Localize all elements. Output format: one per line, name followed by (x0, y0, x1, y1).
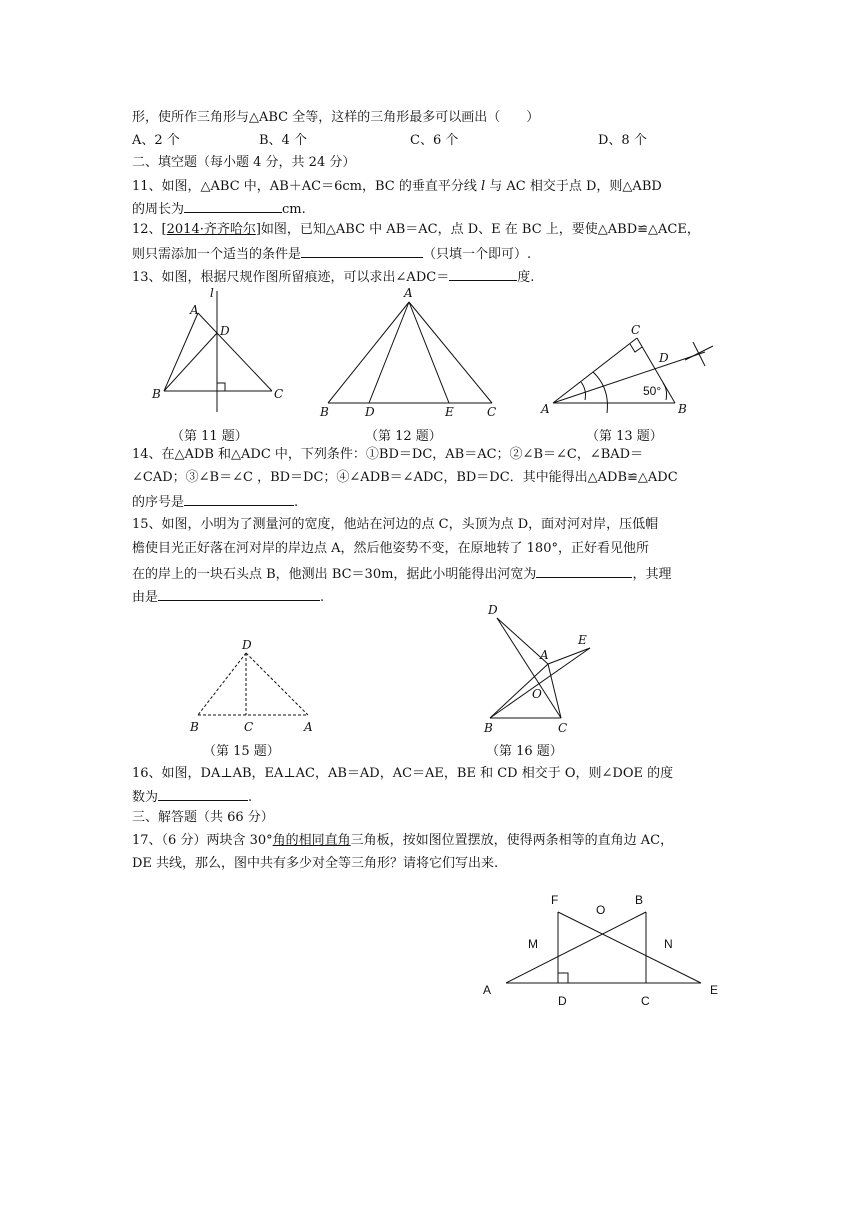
fig13-cross-mark (685, 342, 713, 366)
fig17-label-e: E (710, 983, 719, 997)
q11-line-2 (132, 198, 306, 220)
fig16-label-e: E (578, 633, 587, 647)
q12-source: 2014·齐齐哈尔 (166, 222, 256, 237)
fig12-caption: （第 12 题） (365, 429, 442, 444)
section-2-heading: 二、填空题（每小题 4 分，共 24 分） (132, 155, 356, 170)
fig16-label-a: A (540, 648, 549, 662)
fig15-segment-db (198, 653, 246, 715)
fig13-label-a: A (541, 402, 550, 416)
fig13-bisector (553, 352, 705, 403)
q14-line-1: 14、在△ADB 和△ADC 中，下列条件：①BD＝DC，AB＝AC；②∠B＝∠C，∠BAD＝ (132, 447, 644, 462)
fig17-label-o: O (596, 903, 606, 917)
q12-text: ]如图，已知△ABC 中 AB＝AC，点 D、E 在 BC 上，要使△ABD≌△ACE， (255, 222, 700, 237)
fig11-right-angle (217, 383, 225, 391)
q11-text: 与 AC 相交于点 D，则△ABD (485, 179, 662, 194)
fig12-label-d: D (365, 405, 375, 419)
q11-answer-blank[interactable] (184, 198, 282, 213)
fig15-caption: （第 15 题） (203, 744, 280, 759)
section-3-heading: 三、解答题（共 66 分） (132, 810, 274, 825)
fig11-label-a: A (190, 303, 199, 317)
q10-option-d: D、8 个 (598, 133, 647, 148)
fig13-arc-small (581, 382, 586, 400)
q15-text: 在的岸上的一块石头点 B，他测出 BC＝30m，据此小明能得出河宽为 (132, 567, 537, 582)
fig11-label-c: C (274, 387, 284, 401)
fig17-label-c: C (641, 994, 650, 1008)
fig13-caption: （第 13 题） (586, 429, 663, 444)
fig16-label-o: O (532, 687, 542, 701)
q15-answer-blank-reason[interactable] (158, 586, 320, 601)
fig16-segment-ae (548, 648, 590, 664)
fig16-label-c: C (558, 721, 568, 735)
fig16-label-d: D (488, 603, 498, 617)
q15-text: ，其理 (632, 567, 672, 582)
fig12-label-a: A (404, 286, 413, 300)
q12-answer-blank[interactable] (301, 243, 423, 258)
q14-line-3 (132, 491, 298, 513)
q17-line-1 (132, 831, 673, 851)
figure-16 (478, 600, 608, 740)
figure-11 (140, 285, 290, 415)
fig13-label-c: C (631, 323, 641, 337)
q10-option-a: A、2 个 (132, 133, 180, 148)
q17-underlined: 角的相同直角 (272, 833, 351, 848)
fig17-label-m: M (528, 937, 538, 951)
fig12-side-ac (409, 302, 492, 403)
fig12-label-b: B (320, 405, 329, 419)
fig17-label-n: N (664, 937, 673, 951)
q12-text: （只填一个即可）. (423, 247, 532, 262)
fig17-segment-ab (506, 912, 646, 983)
fig17-label-a: A (483, 983, 492, 997)
fig13-right-angle (630, 344, 642, 352)
q11-line-1 (132, 177, 662, 197)
q11-text: 11、如图，△ABC 中，AB＋AC＝6cm，BC 的垂直平分线 (132, 179, 481, 194)
q10-option-b: B、4 个 (259, 133, 307, 148)
fig17-label-f: F (551, 893, 559, 907)
figure-12 (316, 285, 516, 420)
q12-line-1 (132, 220, 700, 240)
fig15-label-a: A (304, 720, 313, 734)
fig11-label-l: l (210, 286, 214, 300)
q16-text: . (248, 790, 253, 805)
fig13-label-d: D (659, 351, 669, 365)
fig12-segment-ae (409, 302, 449, 403)
fig12-segment-ad (369, 302, 409, 403)
q14-answer-blank[interactable] (184, 491, 294, 506)
q16-line-1: 16、如图，DA⊥AB，EA⊥AC，AB＝AD，AC＝AE，BE 和 CD 相交于 O，则∠DOE 的度 (132, 766, 674, 781)
q15-text: 由是 (132, 590, 159, 605)
q15-line-4 (132, 586, 324, 608)
fig17-label-b: B (635, 893, 644, 907)
fig13-arc-large (593, 372, 607, 413)
q14-text: 的序号是 (132, 495, 185, 510)
q16-text: 数为 (132, 790, 159, 805)
fig15-label-d: D (242, 638, 252, 652)
figure-13 (535, 320, 725, 420)
q16-line-2 (132, 786, 252, 808)
q17-text: 三角板，按如图位置摆放，使得两条相等的直角边 AC， (350, 833, 674, 848)
q15-line-2: 檐使目光正好落在河对岸的岸边点 A，然后他姿势不变，在原地转了 180°，正好看见他所 (132, 541, 649, 556)
q13-text: 13、如图，根据尺规作图所留痕迹，可以求出∠ADC＝ (132, 270, 450, 285)
q10-option-c: C、6 个 (410, 133, 459, 148)
fig12-side-ab (328, 302, 409, 403)
q10-stem: 形，使所作三角形与△ABC 全等，这样的三角形最多可以画出（ ） (132, 110, 540, 125)
q11-var-l: l (480, 179, 486, 194)
fig11-side-ac (198, 313, 272, 391)
q17-line-2: DE 共线，那么，图中共有多少对全等三角形？请将它们写出来. (132, 856, 499, 871)
fig13-label-b: B (678, 402, 687, 416)
fig12-label-c: C (487, 405, 497, 419)
fig11-label-b: B (152, 387, 161, 401)
q16-answer-blank[interactable] (158, 786, 248, 801)
figure-17 (478, 888, 728, 1013)
q11-text: 的周长为 (132, 202, 185, 217)
fig16-label-b: B (484, 721, 493, 735)
fig16-caption: （第 16 题） (486, 744, 563, 759)
fig17-right-angle (558, 973, 568, 983)
fig12-label-e: E (445, 405, 454, 419)
q15-text: . (320, 590, 325, 605)
fig11-label-d: D (220, 324, 230, 338)
fig17-label-d: D (558, 994, 567, 1008)
fig15-label-c: C (244, 720, 254, 734)
fig11-side-ab (164, 313, 198, 391)
q14-text: . (294, 495, 299, 510)
q13-text: 度. (517, 270, 535, 285)
fig15-label-b: B (190, 720, 199, 734)
fig13-side-ac (553, 338, 637, 403)
fig16-segment-ac (548, 664, 561, 718)
q14-line-2: ∠CAD；③∠B＝∠C ，BD＝DC；④∠ADB＝∠ADC，BD＝DC．其中能得出△ADB≌△ADC (132, 470, 678, 485)
figure-15 (180, 635, 330, 740)
fig11-caption: （第 11 题） (171, 429, 248, 444)
fig17-segment-fe (558, 912, 701, 983)
q13-answer-blank[interactable] (449, 266, 517, 281)
fig11-segment-bd (164, 333, 217, 391)
q17-text: 17、（6 分）两块含 30° (132, 833, 273, 848)
fig15-segment-da (246, 653, 308, 715)
q15-line-3 (132, 563, 671, 585)
fig13-angle-arc (663, 383, 667, 400)
q12-text: 12、[ (132, 222, 167, 237)
q12-line-2 (132, 243, 531, 265)
q15-answer-blank-width[interactable] (536, 563, 632, 578)
fig13-angle-50: 50° (643, 384, 662, 398)
q15-line-1: 15、如图，小明为了测量河的宽度，他站在河边的点 C，头顶为点 D，面对河对岸，压低帽 (132, 517, 659, 532)
q11-text: cm. (282, 202, 306, 217)
q12-text: 则只需添加一个适当的条件是 (132, 247, 302, 262)
